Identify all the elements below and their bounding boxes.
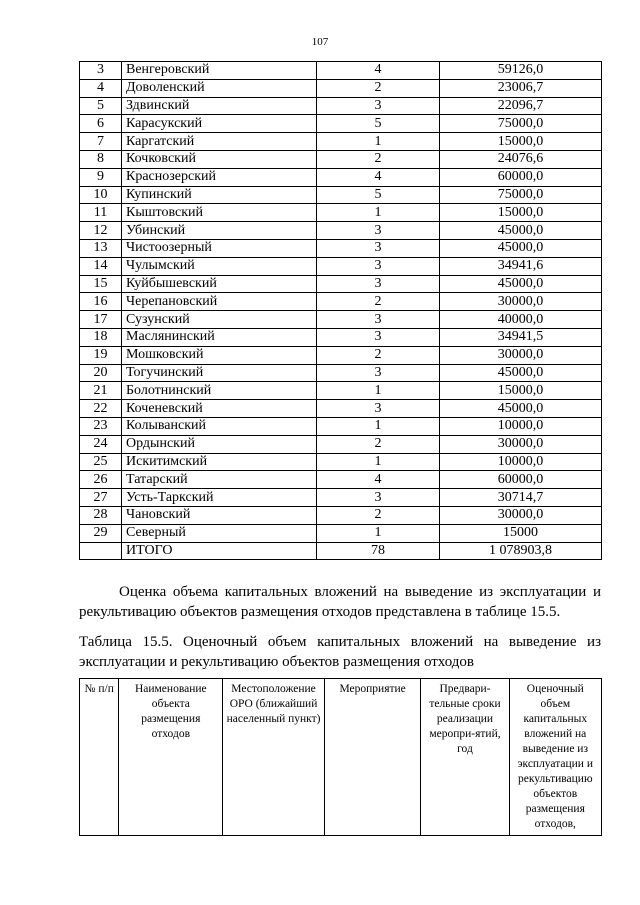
- count-cell: 4: [317, 62, 440, 80]
- district-name-cell: Северный: [122, 524, 317, 542]
- table-row: [80, 62, 602, 80]
- amount-cell: 22096,7: [440, 97, 602, 115]
- table-row: [80, 293, 602, 311]
- row-number-cell: 26: [80, 471, 122, 489]
- row-number-cell: 13: [80, 239, 122, 257]
- table-row: [80, 400, 602, 418]
- district-name-cell: Коченевский: [122, 400, 317, 418]
- table-row: [80, 311, 602, 329]
- header-estimated-volume: Оценочный объем капитальных вложений на выведение из эксплуатации и рекультивацию объектов размещения отходов,: [509, 679, 601, 836]
- table-row: [80, 328, 602, 346]
- district-name-cell: Усть-Таркский: [122, 489, 317, 507]
- table-row: [80, 453, 602, 471]
- amount-cell: 15000,0: [440, 133, 602, 151]
- table-row: [80, 133, 602, 151]
- amount-cell: 40000,0: [440, 311, 602, 329]
- count-cell: 78: [317, 542, 440, 560]
- row-number-cell: 15: [80, 275, 122, 293]
- count-cell: 1: [317, 133, 440, 151]
- count-cell: 5: [317, 115, 440, 133]
- count-cell: 2: [317, 150, 440, 168]
- district-name-cell: Колыванский: [122, 417, 317, 435]
- table-row: [80, 257, 602, 275]
- districts-table: [79, 61, 602, 560]
- count-cell: 3: [317, 239, 440, 257]
- row-number-cell: 19: [80, 346, 122, 364]
- count-cell: 2: [317, 293, 440, 311]
- table-row: [80, 115, 602, 133]
- district-name-cell: Чистоозерный: [122, 239, 317, 257]
- amount-cell: 24076,6: [440, 150, 602, 168]
- amount-cell: 10000,0: [440, 453, 602, 471]
- paragraph-intro: Оценка объема капитальных вложений на выведение из эксплуатации и рекультивацию объектов размещения отходов представлена в таблице 15.5.: [79, 584, 601, 620]
- row-number-cell: 4: [80, 79, 122, 97]
- district-name-cell: Мошковский: [122, 346, 317, 364]
- count-cell: 2: [317, 79, 440, 97]
- count-cell: 1: [317, 453, 440, 471]
- count-cell: 3: [317, 275, 440, 293]
- amount-cell: 15000,0: [440, 204, 602, 222]
- amount-cell: 75000,0: [440, 186, 602, 204]
- count-cell: 3: [317, 257, 440, 275]
- table-row: [80, 239, 602, 257]
- row-number-cell: 20: [80, 364, 122, 382]
- amount-cell: 60000,0: [440, 168, 602, 186]
- district-name-cell: Краснозерский: [122, 168, 317, 186]
- amount-cell: 45000,0: [440, 364, 602, 382]
- amount-cell: 30000,0: [440, 506, 602, 524]
- row-number-cell: 27: [80, 489, 122, 507]
- district-name-cell: Кыштовский: [122, 204, 317, 222]
- count-cell: 1: [317, 524, 440, 542]
- table-row: [80, 489, 602, 507]
- table-row: [80, 150, 602, 168]
- amount-cell: 45000,0: [440, 400, 602, 418]
- table-row: [80, 506, 602, 524]
- district-name-cell: Чулымский: [122, 257, 317, 275]
- count-cell: 4: [317, 168, 440, 186]
- amount-cell: 30000,0: [440, 346, 602, 364]
- row-number-cell: 29: [80, 524, 122, 542]
- district-name-cell: Куйбышевский: [122, 275, 317, 293]
- table-row: [80, 79, 602, 97]
- amount-cell: 23006,7: [440, 79, 602, 97]
- amount-cell: 34941,6: [440, 257, 602, 275]
- count-cell: 3: [317, 328, 440, 346]
- row-number-cell: 24: [80, 435, 122, 453]
- district-name-cell: Карасукский: [122, 115, 317, 133]
- table-row: [80, 364, 602, 382]
- table-row: [80, 168, 602, 186]
- amount-cell: 10000,0: [440, 417, 602, 435]
- table-row: [80, 97, 602, 115]
- count-cell: 2: [317, 346, 440, 364]
- amount-cell: 15000: [440, 524, 602, 542]
- header-timeline: Предвари-тельные сроки реализации меропри-ятий, год: [421, 679, 509, 836]
- table-row: [80, 346, 602, 364]
- amount-cell: 45000,0: [440, 239, 602, 257]
- count-cell: 1: [317, 204, 440, 222]
- capital-investment-table: [79, 678, 602, 836]
- count-cell: 3: [317, 364, 440, 382]
- row-number-cell: 18: [80, 328, 122, 346]
- table-row: [80, 204, 602, 222]
- count-cell: 5: [317, 186, 440, 204]
- row-number-cell: 28: [80, 506, 122, 524]
- district-name-cell: Искитимский: [122, 453, 317, 471]
- district-name-cell: Тогучинский: [122, 364, 317, 382]
- table-caption: Таблица 15.5. Оценочный объем капитальных вложений на выведение из эксплуатации и рекультивацию объектов размещения отходов: [79, 634, 601, 670]
- table-row: [80, 222, 602, 240]
- district-name-cell: Ордынский: [122, 435, 317, 453]
- header-object-name: Наименование объекта размещения отходов: [119, 679, 223, 836]
- row-number-cell: 3: [80, 62, 122, 80]
- row-number-cell: 5: [80, 97, 122, 115]
- amount-cell: 15000,0: [440, 382, 602, 400]
- row-number-cell: 14: [80, 257, 122, 275]
- header-measure: Мероприятие: [324, 679, 421, 836]
- page-number: 107: [311, 36, 329, 48]
- district-name-cell: Здвинский: [122, 97, 317, 115]
- district-name-cell: Кочковский: [122, 150, 317, 168]
- table-row: [80, 471, 602, 489]
- district-name-cell: Татарский: [122, 471, 317, 489]
- amount-cell: 60000,0: [440, 471, 602, 489]
- row-number-cell: 12: [80, 222, 122, 240]
- row-number-cell: 21: [80, 382, 122, 400]
- table-row: [80, 382, 602, 400]
- count-cell: 3: [317, 311, 440, 329]
- row-number-cell: 17: [80, 311, 122, 329]
- amount-cell: 30000,0: [440, 435, 602, 453]
- row-number-cell: 7: [80, 133, 122, 151]
- table-row: [80, 417, 602, 435]
- header-number: № п/п: [80, 679, 119, 836]
- amount-cell: 30714,7: [440, 489, 602, 507]
- header-location: Местоположение ОРО (ближайший населенный пункт): [223, 679, 325, 836]
- table-header-row: [80, 679, 602, 836]
- amount-cell: 59126,0: [440, 62, 602, 80]
- district-name-cell: Чановский: [122, 506, 317, 524]
- row-number-cell: 10: [80, 186, 122, 204]
- amount-cell: 30000,0: [440, 293, 602, 311]
- row-number-cell: 25: [80, 453, 122, 471]
- amount-cell: 45000,0: [440, 275, 602, 293]
- district-name-cell: Сузунский: [122, 311, 317, 329]
- table-row: [80, 186, 602, 204]
- row-number-cell: 8: [80, 150, 122, 168]
- district-name-cell: Убинский: [122, 222, 317, 240]
- row-number-cell: 16: [80, 293, 122, 311]
- count-cell: 3: [317, 400, 440, 418]
- district-name-cell: Черепановский: [122, 293, 317, 311]
- count-cell: 2: [317, 435, 440, 453]
- district-name-cell: Маслянинский: [122, 328, 317, 346]
- row-number-cell: 11: [80, 204, 122, 222]
- count-cell: 3: [317, 222, 440, 240]
- table-row: [80, 275, 602, 293]
- district-name-cell: Каргатский: [122, 133, 317, 151]
- amount-cell: 1 078903,8: [440, 542, 602, 560]
- row-number-cell: 23: [80, 417, 122, 435]
- district-name-cell: Венгеровский: [122, 62, 317, 80]
- count-cell: 4: [317, 471, 440, 489]
- count-cell: 1: [317, 382, 440, 400]
- row-number-cell: 9: [80, 168, 122, 186]
- count-cell: 1: [317, 417, 440, 435]
- count-cell: 2: [317, 506, 440, 524]
- district-name-cell: Доволенский: [122, 79, 317, 97]
- table-row: [80, 542, 602, 560]
- district-name-cell: ИТОГО: [122, 542, 317, 560]
- count-cell: 3: [317, 489, 440, 507]
- district-name-cell: Купинский: [122, 186, 317, 204]
- table-row: [80, 524, 602, 542]
- table-row: [80, 435, 602, 453]
- row-number-cell: 6: [80, 115, 122, 133]
- amount-cell: 45000,0: [440, 222, 602, 240]
- amount-cell: 34941,5: [440, 328, 602, 346]
- row-number-cell: [80, 542, 122, 560]
- amount-cell: 75000,0: [440, 115, 602, 133]
- row-number-cell: 22: [80, 400, 122, 418]
- district-name-cell: Болотнинский: [122, 382, 317, 400]
- count-cell: 3: [317, 97, 440, 115]
